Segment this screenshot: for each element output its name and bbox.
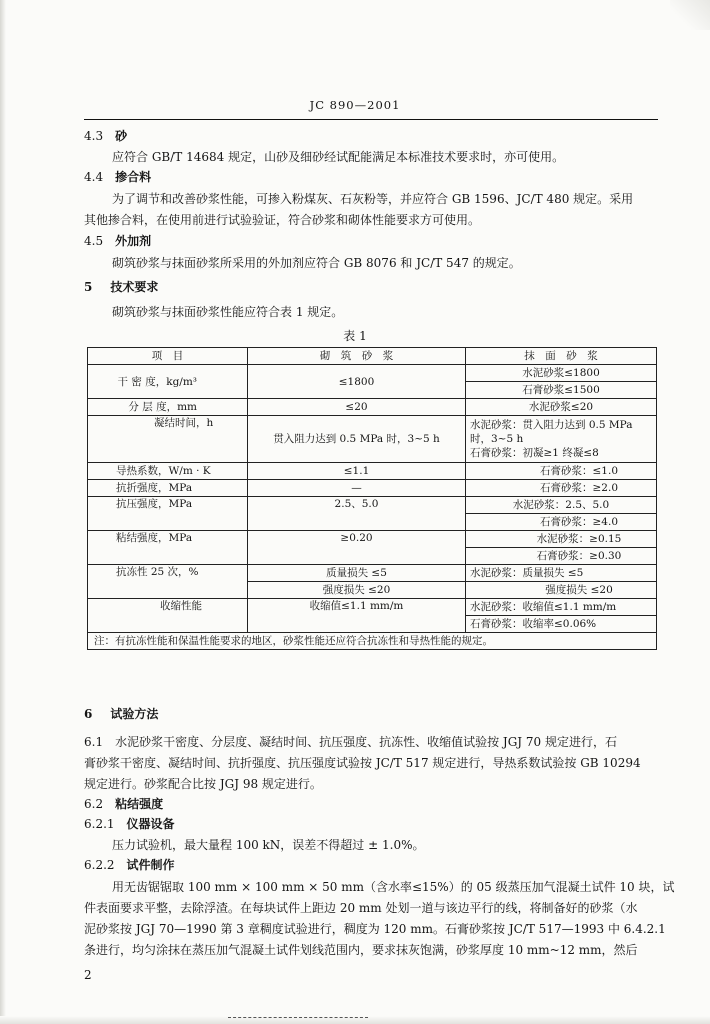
row-masonry: 2.5、5.0 xyxy=(248,497,466,531)
row-plaster: 水泥砂浆≤1800 xyxy=(466,365,657,382)
section-title: 仪器设备 xyxy=(126,817,175,831)
section-title: 试验方法 xyxy=(110,707,159,721)
row-item: 分 层 度，mm xyxy=(88,399,248,416)
scan-marks xyxy=(228,1017,368,1022)
section-6-2-2-line-4: 条进行，均匀涂抹在蒸压加气混凝土试件划线范围内，要求抹灰饱满，砂浆厚度 10 mm~12 mm，然后 xyxy=(84,943,638,957)
section-4-3-text: 应符合 GB/T 14684 规定，山砂及细砂经试配能满足本标准技术要求时，亦可使用。 xyxy=(112,150,565,164)
row-masonry: 贯入阻力达到 0.5 MPa 时，3~5 h xyxy=(248,416,466,463)
row-plaster: 水泥砂浆≤20 xyxy=(466,399,657,416)
row-masonry: ≤20 xyxy=(248,399,466,416)
section-6-1-line-3: 规定进行。砂浆配合比按 JGJ 98 规定进行。 xyxy=(84,777,322,791)
col-header-item: 项 目 xyxy=(88,348,248,365)
table-header-row xyxy=(88,348,657,365)
row-item: 抗折强度，MPa xyxy=(88,480,248,497)
section-number: 4.3 xyxy=(84,129,104,143)
col-header-masonry: 砌 筑 砂 浆 xyxy=(248,348,466,365)
row-plaster xyxy=(466,416,657,463)
table-row xyxy=(88,399,657,416)
section-6-heading xyxy=(84,707,158,721)
table-caption: 表 1 xyxy=(343,329,367,343)
section-title: 掺合料 xyxy=(115,170,152,184)
table-row xyxy=(88,599,657,616)
table-row xyxy=(88,497,657,514)
row-plaster: 石膏砂浆：≤1.0 xyxy=(466,463,657,480)
section-number: 6.2 xyxy=(84,797,104,811)
plaster-cement-setting: 水泥砂浆：贯入阻力达到 0.5 MPa 时，3~5 h xyxy=(470,419,633,445)
row-plaster: 水泥砂浆：≥0.15 xyxy=(466,531,657,548)
row-item: 凝结时间，h xyxy=(88,416,248,463)
header-standard-code: JC 890—2001 xyxy=(309,98,401,112)
page-number: 2 xyxy=(84,968,92,982)
section-4-4-heading xyxy=(84,170,151,184)
section-title: 外加剂 xyxy=(115,234,152,248)
section-6-1-line-2: 膏砂浆干密度、凝结时间、抗折强度、抗压强度试验按 JC/T 517 规定进行，导热系数试验按 GB 10294 xyxy=(84,756,641,770)
row-item: 粘结强度，MPa xyxy=(88,531,248,565)
row-masonry: 收缩值≤1.1 mm/m xyxy=(248,599,466,633)
section-number: 4.4 xyxy=(84,170,104,184)
section-4-3-heading xyxy=(84,129,127,143)
section-5-heading xyxy=(84,280,158,294)
table-note: 注：有抗冻性能和保温性能要求的地区，砂浆性能还应符合抗冻性和导热性能的规定。 xyxy=(88,633,657,650)
row-item: 抗压强度，MPa xyxy=(88,497,248,531)
row-item: 导热系数，W/m · K xyxy=(88,463,248,480)
row-plaster: 石膏砂浆：≥4.0 xyxy=(466,514,657,531)
section-6-2-2-heading xyxy=(84,858,175,872)
row-masonry: ≤1800 xyxy=(248,365,466,399)
section-number: 5 xyxy=(84,280,93,294)
row-masonry: 强度损失 ≤20 xyxy=(248,582,466,599)
scan-shadow-corner xyxy=(670,0,710,30)
section-6-2-1-heading xyxy=(84,817,175,831)
row-masonry: 质量损失 ≤5 xyxy=(248,565,466,582)
table-row xyxy=(88,565,657,582)
section-6-1-line-1: 6.1 水泥砂浆干密度、分层度、凝结时间、抗压强度、抗冻性、收缩值试验按 JGJ 70 规定进行，石 xyxy=(84,735,618,749)
row-plaster: 石膏砂浆：≥0.30 xyxy=(466,548,657,565)
row-item: 干 密 度，kg/m³ xyxy=(88,365,248,399)
row-plaster: 水泥砂浆：2.5、5.0 xyxy=(466,497,657,514)
section-title: 试件制作 xyxy=(126,858,175,872)
row-item: 收缩性能 xyxy=(88,599,248,633)
scan-shadow-left xyxy=(0,0,6,1024)
table-row xyxy=(88,480,657,497)
row-plaster: 水泥砂浆：质量损失 ≤5 xyxy=(466,565,657,582)
row-plaster: 石膏砂浆：≥2.0 xyxy=(466,480,657,497)
table-row xyxy=(88,531,657,548)
table-note-row xyxy=(88,633,657,650)
section-number: 6.2.1 xyxy=(84,817,115,831)
row-masonry: ≥0.20 xyxy=(248,531,466,565)
row-plaster: 石膏砂浆：收缩率≤0.06% xyxy=(466,616,657,633)
section-title: 砂 xyxy=(115,129,128,143)
header-rule xyxy=(84,119,658,120)
col-header-plaster: 抹 面 砂 浆 xyxy=(466,348,657,365)
table-row xyxy=(88,365,657,382)
row-masonry: — xyxy=(248,480,466,497)
section-4-5-text: 砌筑砂浆与抹面砂浆所采用的外加剂应符合 GB 8076 和 JC/T 547 的规定。 xyxy=(112,256,521,270)
section-4-4-text-line-1: 为了调节和改善砂浆性能，可掺入粉煤灰、石灰粉等，并应符合 GB 1596、JC/T 480 规定。采用 xyxy=(112,192,634,206)
row-plaster: 强度损失 ≤20 xyxy=(466,582,657,599)
section-6-2-heading xyxy=(84,797,163,811)
section-number: 6 xyxy=(84,707,93,721)
table-1 xyxy=(87,347,656,650)
section-6-2-2-line-3: 泥砂浆按 JGJ 70—1990 第 3 章稠度试验进行，稠度为 120 mm。石膏砂浆按 JC/T 517—1993 中 6.4.2.1 xyxy=(84,922,666,936)
section-title: 技术要求 xyxy=(110,280,159,294)
row-item: 抗冻性 25 次，% xyxy=(88,565,248,599)
section-5-text: 砌筑砂浆与抹面砂浆性能应符合表 1 规定。 xyxy=(112,305,344,319)
section-number: 6.2.2 xyxy=(84,858,115,872)
row-plaster: 石膏砂浆≤1500 xyxy=(466,382,657,399)
section-6-2-2-line-1: 用无齿锯锯取 100 mm × 100 mm × 50 mm（含水率≤15%）的 05 级蒸压加气混凝土试件 10 块，试 xyxy=(112,880,675,894)
section-6-2-2-line-2: 件表面要求平整，去除浮渣。在每块试件上距边 20 mm 处划一道与该边平行的线，将制备好的砂浆（水 xyxy=(84,901,638,915)
section-4-5-heading xyxy=(84,234,151,248)
section-6-2-1-text: 压力试验机，最大量程 100 kN，误差不得超过 ± 1.0%。 xyxy=(112,838,425,852)
section-number: 4.5 xyxy=(84,234,104,248)
plaster-gypsum-setting: 石膏砂浆：初凝≥1 终凝≤8 xyxy=(470,447,599,459)
table-row xyxy=(88,416,657,463)
section-title: 粘结强度 xyxy=(115,797,164,811)
section-4-4-text-line-2: 其他掺合料，在使用前进行试验验证，符合砂浆和砌体性能要求方可使用。 xyxy=(84,213,481,227)
table-row xyxy=(88,463,657,480)
row-masonry: ≤1.1 xyxy=(248,463,466,480)
row-plaster: 水泥砂浆：收缩值≤1.1 mm/m xyxy=(466,599,657,616)
